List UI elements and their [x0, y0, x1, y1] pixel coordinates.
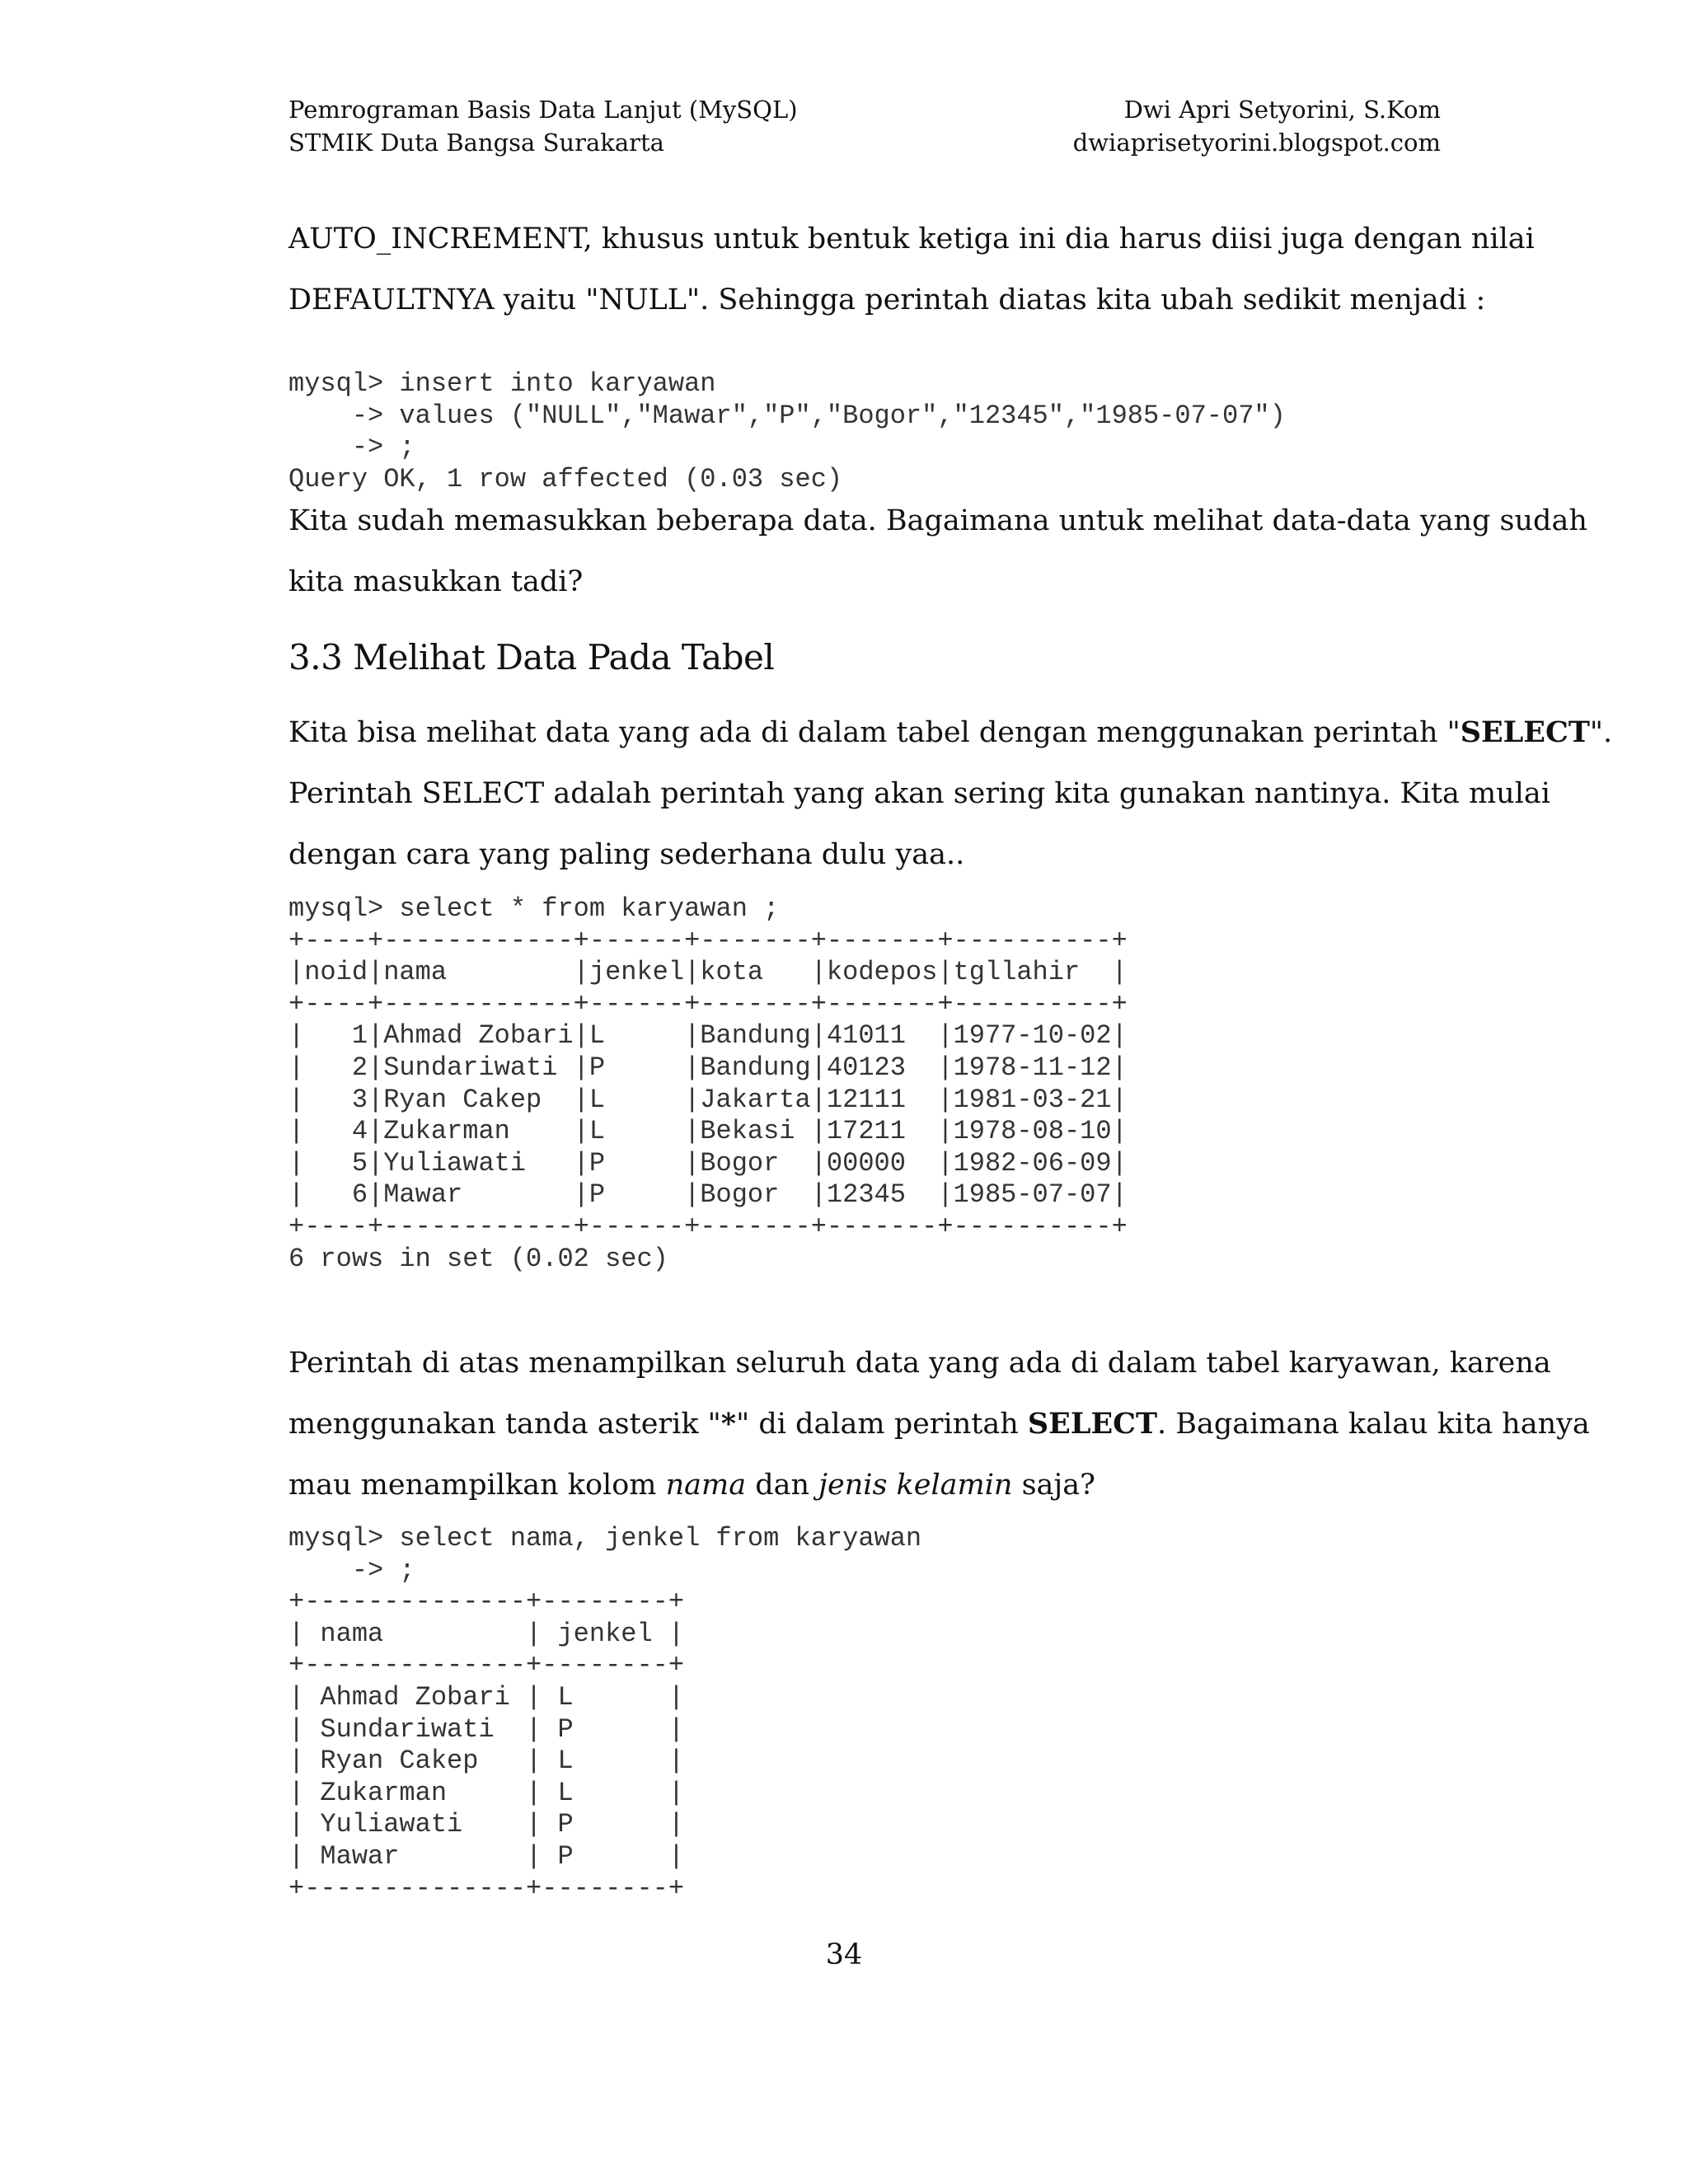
explanation-text-middle: " di dalam perintah [736, 1408, 1028, 1441]
code-line: Query OK, 1 row affected (0.03 sec) [288, 463, 843, 494]
explanation-text-middle: dan [746, 1469, 819, 1502]
select-intro-line-1 [288, 702, 1613, 763]
code-line: | 3|Ryan Cakep |L |Jakarta|12111 |1981-03-21| [288, 1084, 1128, 1115]
code-line: | 5|Yuliawati |P |Bogor |00000 |1982-06-09| [288, 1147, 1128, 1179]
code-line: | nama | jenkel | [288, 1618, 685, 1649]
select-intro-line-2: Perintah SELECT adalah perintah yang akan sering kita gunakan nantinya. Kita mulai [288, 777, 1550, 810]
code-line: -> ; [288, 432, 415, 463]
code-line: +----+------------+------+-------+-------+----------+ [288, 925, 1128, 956]
explanation-line-3 [288, 1455, 1447, 1516]
code-block-insert [288, 368, 1286, 495]
code-line: -> ; [288, 1554, 415, 1586]
code-line: | Ahmad Zobari | L | [288, 1681, 685, 1713]
code-line: mysql> insert into karyawan [288, 368, 716, 399]
header-blog: dwiaprisetyorini.blogspot.com [1072, 129, 1441, 157]
explanation-line-2 [288, 1394, 1590, 1455]
code-line: | Sundariwati | P | [288, 1713, 685, 1745]
code-line: |noid|nama |jenkel|kota |kodepos|tgllahir | [288, 957, 1128, 988]
code-line: mysql> select nama, jenkel from karyawan [288, 1523, 922, 1554]
code-line: | 6|Mawar |P |Bogor |12345 |1985-07-07| [288, 1179, 1128, 1211]
select-keyword: SELECT [1460, 715, 1590, 749]
code-line: | 2|Sundariwati |P |Bandung|40123 |1978-11-12| [288, 1052, 1128, 1083]
code-line: +----+------------+------+-------+-------+----------+ [288, 1211, 1128, 1242]
explanation-text: menggunakan tanda asterik " [288, 1408, 721, 1441]
page-number: 34 [825, 1938, 863, 1971]
after-insert-line-1: Kita sudah memasukkan beberapa data. Bagaimana untuk melihat data-data yang sudah [288, 504, 1587, 537]
select-intro-text-end: ". [1589, 716, 1613, 749]
code-line: | Mawar | P | [288, 1840, 685, 1872]
header-institution: STMIK Duta Bangsa Surakarta [288, 129, 664, 157]
select-intro-line-3: dengan cara yang paling sederhana dulu yaa.. [288, 838, 965, 871]
code-block-select-all [288, 893, 1128, 1275]
header-author: Dwi Apri Setyorini, S.Kom [1123, 96, 1441, 124]
asterisk-symbol: * [720, 1407, 737, 1441]
code-line: 6 rows in set (0.02 sec) [288, 1243, 668, 1274]
code-line: | Zukarman | L | [288, 1777, 685, 1808]
explanation-text-end: saja? [1012, 1469, 1095, 1502]
column-name-nama: nama [665, 1469, 747, 1502]
header-course-title: Pemrograman Basis Data Lanjut (MySQL) [288, 96, 798, 124]
explanation-text: mau menampilkan kolom [288, 1469, 666, 1502]
explanation-line-1: Perintah di atas menampilkan seluruh data yang ada di dalam tabel karyawan, karena [288, 1347, 1551, 1380]
code-line: +--------------+--------+ [288, 1650, 685, 1681]
select-intro-text: Kita bisa melihat data yang ada di dalam tabel dengan menggunakan perintah " [288, 716, 1461, 749]
after-insert-line-2: kita masukkan tadi? [288, 565, 584, 598]
column-name-jenis-kelamin: jenis kelamin [818, 1469, 1013, 1502]
code-line: mysql> select * from karyawan ; [288, 893, 780, 924]
code-line: +----+------------+------+-------+-------+----------+ [288, 988, 1128, 1019]
code-line: | Ryan Cakep | L | [288, 1746, 685, 1777]
intro-line-1: AUTO_INCREMENT, khusus untuk bentuk ketiga ini dia harus diisi juga dengan nilai [288, 223, 1535, 255]
code-line: -> values ("NULL","Mawar","P","Bogor","12345","1985-07-07") [288, 400, 1286, 431]
explanation-text-end: . Bagaimana kalau kita hanya [1157, 1408, 1590, 1441]
code-line: +--------------+--------+ [288, 1586, 685, 1618]
section-heading: 3.3 Melihat Data Pada Tabel [288, 637, 775, 677]
select-keyword: SELECT [1027, 1407, 1158, 1441]
code-line: | 1|Ahmad Zobari|L |Bandung|41011 |1977-10-02| [288, 1020, 1128, 1052]
code-line: +--------------+--------+ [288, 1872, 685, 1904]
code-block-select-columns [288, 1523, 921, 1905]
code-line: | Yuliawati | P | [288, 1809, 685, 1840]
code-line: | 4|Zukarman |L |Bekasi |17211 |1978-08-10| [288, 1116, 1128, 1147]
intro-line-2: DEFAULTNYA yaitu "NULL". Sehingga perintah diatas kita ubah sedikit menjadi : [288, 284, 1486, 316]
